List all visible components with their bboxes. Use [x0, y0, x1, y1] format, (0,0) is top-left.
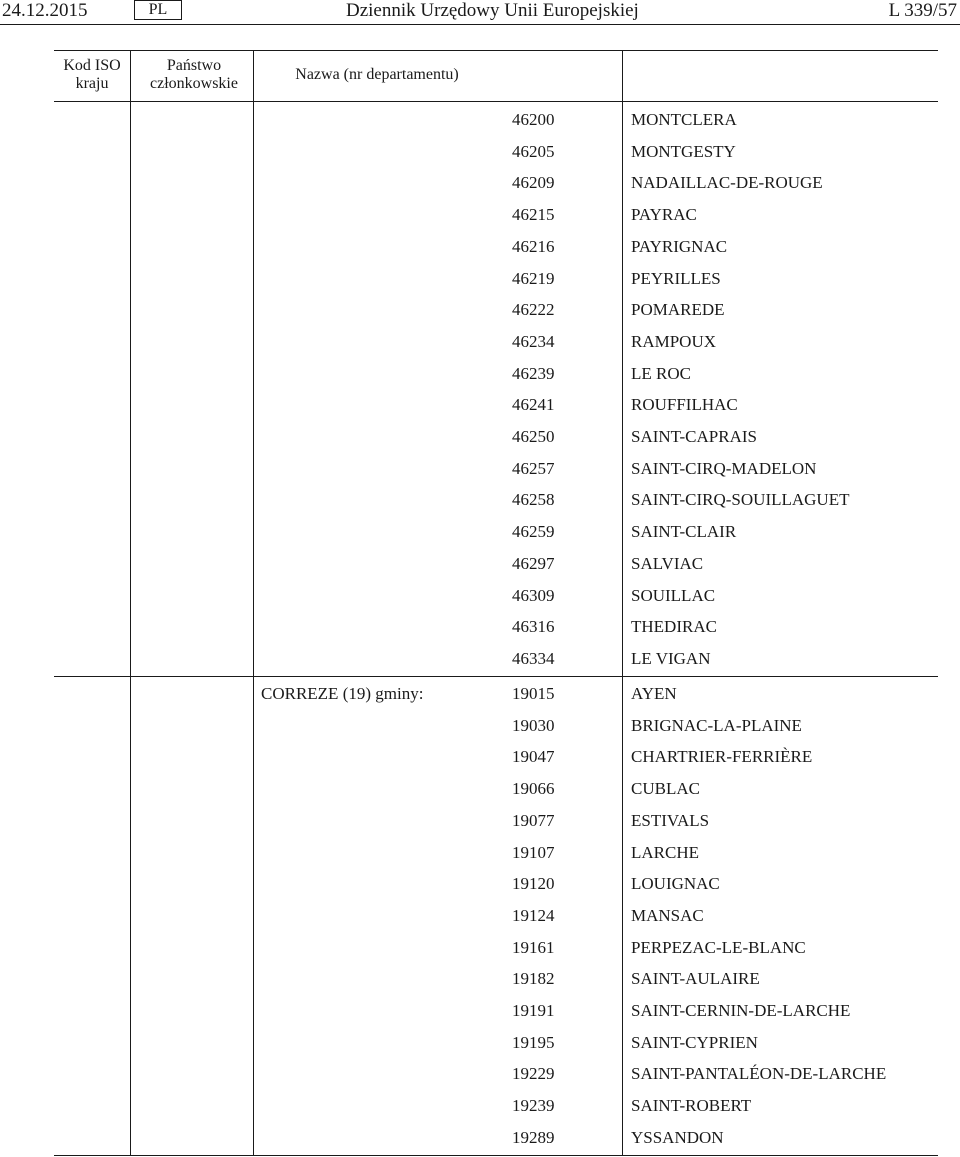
commune-code: 19195	[512, 1032, 555, 1052]
commune-name: SAINT-CIRQ-SOUILLAGUET	[631, 490, 850, 510]
table-row	[0, 104, 960, 135]
col-head-name: Nazwa (nr departamentu)	[295, 66, 459, 83]
commune-code: 19047	[512, 747, 555, 767]
commune-name: SAINT-CLAIR	[631, 522, 737, 542]
commune-name: SAINT-PANTALÉON-DE-LARCHE	[631, 1064, 887, 1084]
table-row	[0, 1090, 960, 1121]
commune-code: 46297	[512, 553, 555, 573]
commune-code: 19015	[512, 684, 555, 703]
commune-code: 46239	[512, 363, 555, 383]
commune-code: 46257	[512, 458, 555, 478]
commune-code: 46309	[512, 585, 555, 605]
table-row	[0, 1058, 960, 1089]
commune-code: 46200	[512, 110, 555, 129]
commune-name: YSSANDON	[631, 1127, 724, 1147]
table-row	[0, 548, 960, 579]
commune-name: SOUILLAC	[631, 585, 716, 605]
commune-name: SAINT-CIRQ-MADELON	[631, 458, 817, 478]
commune-name: SAINT-CYPRIEN	[631, 1032, 758, 1052]
table-row	[0, 421, 960, 452]
commune-code: 19191	[512, 1001, 555, 1020]
table-row	[0, 611, 960, 642]
table-row	[0, 710, 960, 741]
table-row	[0, 805, 960, 836]
col-head-member-state: Państwo członkowskie	[150, 57, 238, 92]
commune-code: 46241	[512, 395, 555, 415]
commune-code: 19030	[512, 715, 555, 735]
table-head-rule	[54, 101, 938, 102]
commune-name: PEYRILLES	[631, 268, 721, 288]
table-row	[0, 1122, 960, 1153]
commune-name: CUBLAC	[631, 779, 700, 799]
department-label: CORREZE (19) gminy:	[261, 684, 424, 703]
header-rule	[0, 24, 960, 25]
commune-code: 19077	[512, 810, 555, 830]
commune-name: CHARTRIER-FERRIÈRE	[631, 747, 813, 767]
commune-name: ESTIVALS	[631, 810, 710, 830]
language-box: PL	[134, 0, 182, 20]
commune-name: AYEN	[631, 684, 677, 703]
table-row	[0, 741, 960, 772]
commune-code: 46250	[512, 427, 555, 446]
commune-code: 46222	[512, 300, 555, 320]
table-bottom-rule	[54, 1155, 938, 1156]
commune-name: LE ROC	[631, 363, 691, 383]
commune-name: BRIGNAC-LA-PLAINE	[631, 715, 802, 735]
table-row	[0, 326, 960, 357]
commune-code: 19229	[512, 1064, 555, 1084]
table-row	[0, 868, 960, 899]
commune-code: 46334	[512, 648, 555, 668]
commune-code: 19107	[512, 842, 555, 862]
table-row	[0, 484, 960, 515]
commune-code: 46316	[512, 617, 555, 637]
commune-code: 19239	[512, 1096, 555, 1116]
commune-name: NADAILLAC-DE-ROUGE	[631, 173, 823, 193]
commune-name: MONTCLERA	[631, 110, 737, 129]
table-row	[0, 453, 960, 484]
table-row	[0, 231, 960, 262]
commune-code: 46216	[512, 236, 555, 256]
commune-name: SAINT-CAPRAIS	[631, 427, 757, 446]
commune-code: 19120	[512, 874, 555, 894]
table-row	[0, 995, 960, 1026]
table-top-rule	[54, 50, 938, 51]
table-row	[0, 643, 960, 674]
commune-name: LOUIGNAC	[631, 874, 720, 894]
table-row	[0, 199, 960, 230]
commune-name: ROUFFILHAC	[631, 395, 738, 415]
table-row	[0, 358, 960, 389]
commune-name: LE VIGAN	[631, 648, 711, 668]
table-row	[0, 167, 960, 198]
commune-code: 46258	[512, 490, 555, 510]
commune-name: POMAREDE	[631, 300, 725, 320]
commune-code: 19124	[512, 905, 555, 925]
table-row	[0, 773, 960, 804]
commune-name: RAMPOUX	[631, 331, 717, 351]
publication-date: 24.12.2015	[2, 0, 88, 21]
commune-code: 19066	[512, 779, 555, 799]
table-row	[0, 1027, 960, 1058]
table-row	[0, 963, 960, 994]
table-row	[0, 678, 960, 709]
commune-code: 46259	[512, 522, 555, 542]
commune-name: SALVIAC	[631, 553, 704, 573]
commune-code: 19161	[512, 937, 555, 957]
group-separator	[54, 676, 938, 677]
commune-code: 19182	[512, 969, 555, 989]
table-row	[0, 837, 960, 868]
commune-code: 46209	[512, 173, 555, 193]
commune-name: SAINT-CERNIN-DE-LARCHE	[631, 1001, 851, 1020]
commune-name: SAINT-AULAIRE	[631, 969, 760, 989]
table-row	[0, 516, 960, 547]
page-header	[0, 0, 960, 26]
commune-code: 46215	[512, 205, 555, 225]
table-row	[0, 294, 960, 325]
commune-name: THEDIRAC	[631, 617, 717, 637]
table-row	[0, 389, 960, 420]
commune-name: PAYRIGNAC	[631, 236, 728, 256]
commune-name: MANSAC	[631, 905, 704, 925]
commune-code: 19289	[512, 1127, 555, 1147]
journal-title: Dziennik Urzędowy Unii Europejskiej	[346, 0, 639, 21]
commune-name: MONTGESTY	[631, 141, 736, 161]
table-row	[0, 136, 960, 167]
commune-name: SAINT-ROBERT	[631, 1096, 752, 1116]
commune-name: PERPEZAC-LE-BLANC	[631, 937, 806, 957]
col-head-iso-code: Kod ISO kraju	[63, 57, 121, 92]
table-row	[0, 263, 960, 294]
page-reference: L 339/57	[888, 0, 957, 21]
table-row	[0, 932, 960, 963]
commune-code: 46234	[512, 331, 555, 351]
commune-name: PAYRAC	[631, 205, 697, 225]
commune-code: 46219	[512, 268, 555, 288]
commune-code: 46205	[512, 141, 555, 161]
table-row	[0, 900, 960, 931]
commune-name: LARCHE	[631, 842, 699, 862]
table-row	[0, 580, 960, 611]
